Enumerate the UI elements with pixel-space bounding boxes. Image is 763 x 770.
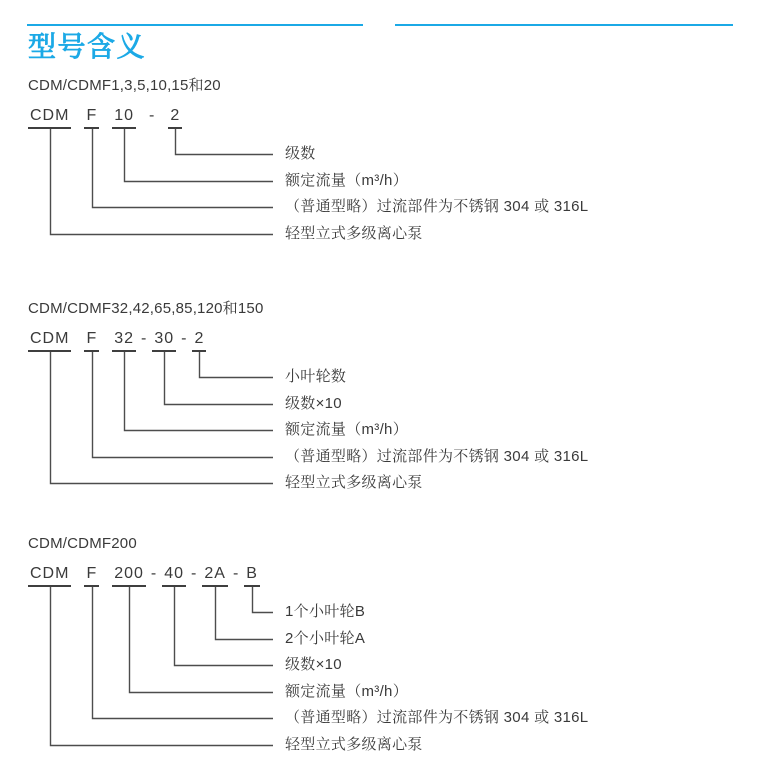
model-code-segment: CDM xyxy=(28,566,71,587)
series-title: CDM/CDMF1,3,5,10,15和20 xyxy=(28,77,221,94)
callout-label: （普通型略）过流部件为不锈钢 304 或 316L xyxy=(285,198,589,215)
callout-label: 轻型立式多级离心泵 xyxy=(285,473,423,491)
model-code xyxy=(28,108,182,129)
model-code-separator: - xyxy=(149,107,156,124)
model-code-segment: F xyxy=(84,108,99,129)
model-code-separator: - xyxy=(232,564,240,582)
callout-label: 小叶轮数 xyxy=(285,367,347,385)
header-rule-right xyxy=(395,24,733,26)
callout-label: 额定流量（m³/h） xyxy=(285,420,409,438)
model-code-segment: 2 xyxy=(168,108,182,129)
diagram-list xyxy=(28,77,763,756)
callout-label: 1个小叶轮B xyxy=(285,602,366,620)
page-title: 型号含义 xyxy=(28,31,147,62)
model-code-segment: F xyxy=(84,331,99,352)
callout-label: 轻型立式多级离心泵 xyxy=(285,735,423,753)
model-code-segment: 200 xyxy=(112,566,146,587)
model-code-segment: B xyxy=(244,566,260,587)
model-code-segment: 30 xyxy=(152,331,176,352)
series-title: CDM/CDMF32,42,65,85,120和150 xyxy=(28,299,264,317)
model-code-segment: F xyxy=(84,566,99,587)
model-code-segment: 2 xyxy=(192,331,206,352)
callout-label: 额定流量（m³/h） xyxy=(285,682,409,700)
model-code-separator: - xyxy=(181,329,188,347)
header-rule-left xyxy=(27,24,363,26)
callout-area xyxy=(28,587,763,757)
model-code xyxy=(28,566,260,587)
model-code-separator: - xyxy=(141,329,148,347)
model-nomenclature-diagram xyxy=(28,77,763,246)
model-code-separator: - xyxy=(191,564,198,582)
series-title: CDM/CDMF200 xyxy=(28,534,137,552)
model-code-segment: CDM xyxy=(28,108,71,129)
callout-label: 轻型立式多级离心泵 xyxy=(285,225,423,242)
model-nomenclature-diagram xyxy=(28,535,763,757)
callout-label: 级数 xyxy=(285,145,316,162)
model-code-segment: 32 xyxy=(112,331,136,352)
model-code-segment: 2A xyxy=(202,566,228,587)
callout-label: 级数×10 xyxy=(285,655,342,673)
model-code-separator: - xyxy=(150,564,158,582)
model-nomenclature-diagram xyxy=(28,300,763,495)
model-code-segment: 10 xyxy=(112,108,136,129)
callout-label: 额定流量（m³/h） xyxy=(285,172,409,189)
callout-label: 级数×10 xyxy=(285,394,342,412)
model-code-segment: 40 xyxy=(162,566,186,587)
callout-label: （普通型略）过流部件为不锈钢 304 或 316L xyxy=(285,447,589,465)
model-code-segment: CDM xyxy=(28,331,71,352)
callout-label: （普通型略）过流部件为不锈钢 304 或 316L xyxy=(285,708,589,726)
callout-label: 2个小叶轮A xyxy=(285,629,366,647)
model-code xyxy=(28,331,206,352)
